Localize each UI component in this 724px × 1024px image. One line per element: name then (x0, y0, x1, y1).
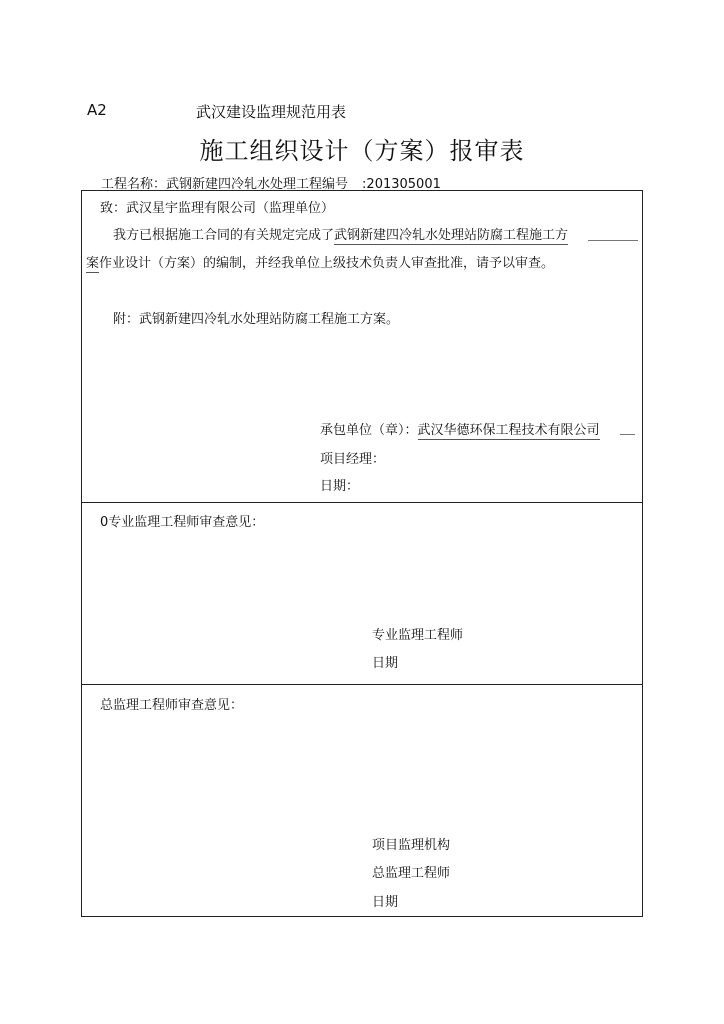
contractor-underline (620, 434, 635, 435)
specialist-engineer-label: 专业监理工程师 (372, 628, 464, 643)
supervision-org-label: 项目监理机构 (372, 838, 451, 853)
project-name-label: 工程名称： (101, 177, 167, 192)
recipient-label: 致： (100, 201, 127, 216)
specialist-opinion-label: 0专业监理工程师审查意见： (100, 515, 265, 530)
chief-review-section (81, 684, 643, 917)
chief-engineer-label: 总监理工程师 (372, 866, 451, 881)
recipient-value: 武汉星宇监理有限公司（监理单位） (126, 201, 335, 216)
attachment-line: 附：武钢新建四冷轧水处理站防腐工程施工方案。 (113, 312, 400, 327)
standard-name: 武汉建设监理规范用表 (196, 103, 347, 121)
body-line-2 (86, 252, 554, 271)
project-name-value: 武钢新建四冷轧水处理工程 (166, 177, 323, 192)
project-manager-label: 项目经理： (320, 452, 386, 467)
project-number-value: :201305001 (362, 177, 441, 192)
contractor-label: 承包单位（章）： (320, 423, 418, 438)
chief-opinion-label: 总监理工程师审查意见： (100, 698, 244, 713)
body-line-2-text: 作业设计（方案）的编制，并经我单位上级技术负责人审查批准，请予以审查。 (99, 256, 555, 271)
submission-date-label: 日期： (320, 479, 360, 494)
body-line-1 (113, 224, 568, 243)
form-code: A2 (87, 101, 107, 119)
contractor-line (320, 419, 600, 438)
project-number-label: 编号 (322, 177, 349, 192)
specialist-date-label: 日期 (372, 656, 399, 671)
contractor-value: 武汉华德环保工程技术有限公司 (417, 423, 600, 438)
page-title: 施工组织设计（方案）报审表 (199, 137, 525, 165)
recipient-line (100, 197, 334, 216)
plan-name-fill: 武钢新建四冷轧水处理站防腐工程施工方 (334, 228, 569, 243)
chief-date-label: 日期 (372, 895, 399, 910)
fill-underline (588, 240, 638, 241)
plan-name-fill-cont: 案 (86, 256, 100, 271)
body-line-1-text: 我方已根据施工合同的有关规定完成了 (113, 228, 335, 243)
